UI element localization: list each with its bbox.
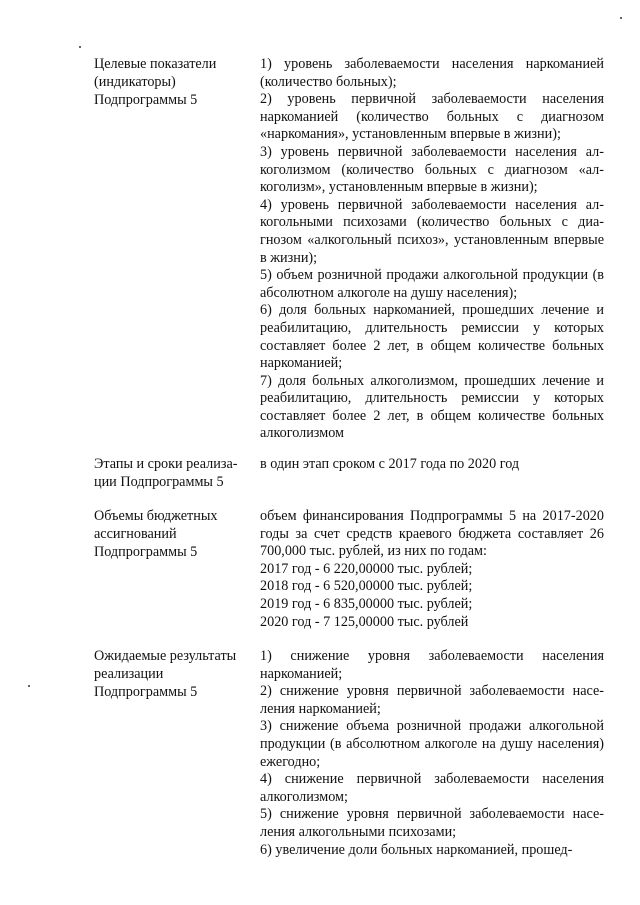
list-item: 7) доля больных алкоголизмом, прошедших лечение и реабилитацию, длительность ремиссии у которых составляет более 2 лет, в общем количестве больных алкоголизмом: [260, 372, 604, 442]
list-item: 4) уровень первичной заболеваемости населения алкогольными психозами (количество больных с диагнозом «алкогольный психоз», установленным впервые в жизни);: [260, 196, 604, 266]
scan-speck: [79, 46, 81, 48]
section-content: [260, 648, 604, 859]
section-content: [260, 56, 604, 443]
list-item: 2018 год - 6 520,00000 тыс. рублей;: [260, 578, 473, 595]
list-item: 6) доля больных наркоманией, прошедших лечение и реабилитацию, длительность ремиссии у которых составляет более 2 лет, в общем количестве больных наркоманией;: [260, 302, 604, 372]
list-item: 3) уровень первичной заболеваемости населения алкоголизмом (количество больных с диагнозом «алкоголизм», установленным впервые в жизни);: [260, 143, 604, 196]
list-item: в один этап сроком с 2017 года по 2020 год: [260, 456, 520, 472]
list-item: 5) снижение уровня первичной заболеваемости населения алкогольными психозами;: [260, 806, 604, 840]
list-item: 2019 год - 6 835,00000 тыс. рублей;: [260, 595, 473, 612]
list-item: 5) объем розничной продажи алкогольной продукции (в абсолютном алкоголе на душу населения);: [260, 267, 604, 301]
list-item: 1) снижение уровня заболеваемости населения наркоманией;: [260, 648, 604, 682]
list-item: 2) уровень первичной заболеваемости населения наркоманией (количество больных с диагнозом «наркомания», установленным впервые в жизни);: [260, 91, 604, 143]
section-label: Ожидаемые результаты реализации Подпрограммы 5: [94, 648, 237, 700]
list-item: 1) уровень заболеваемости населения наркоманией (количество больных);: [260, 56, 604, 90]
section-label: Объемы бюджетных ассигнований Подпрограммы 5: [94, 508, 218, 560]
list-item: объем финансирования Подпрограммы 5 на 2017-2020 годы за счет средств краевого бюджета составляет 26 700,000 тыс. рублей, из них по годам:: [260, 508, 604, 560]
section-label: Этапы и сроки реализа- ции Подпрограммы 5: [94, 456, 238, 490]
list-item: 6) увеличение доли больных наркоманией, прошед-: [260, 841, 573, 858]
section-label: Целевые показатели (индикаторы) Подпрограммы 5: [94, 56, 217, 108]
list-item: 3) снижение объема розничной продажи алкогольной продукции (в абсолютном алкоголе на душу населения) ежегодно;: [260, 718, 604, 770]
section-content: [260, 508, 604, 631]
section-content: [260, 456, 604, 474]
list-item: 2020 год - 7 125,00000 тыс. рублей: [260, 613, 469, 630]
list-item: 2017 год - 6 220,00000 тыс. рублей;: [260, 560, 473, 577]
scan-speck: [620, 17, 622, 19]
scan-speck: [28, 685, 30, 687]
list-item: 4) снижение первичной заболеваемости населения алкоголизмом;: [260, 771, 604, 805]
list-item: 2) снижение уровня первичной заболеваемости населения наркоманией;: [260, 683, 604, 717]
